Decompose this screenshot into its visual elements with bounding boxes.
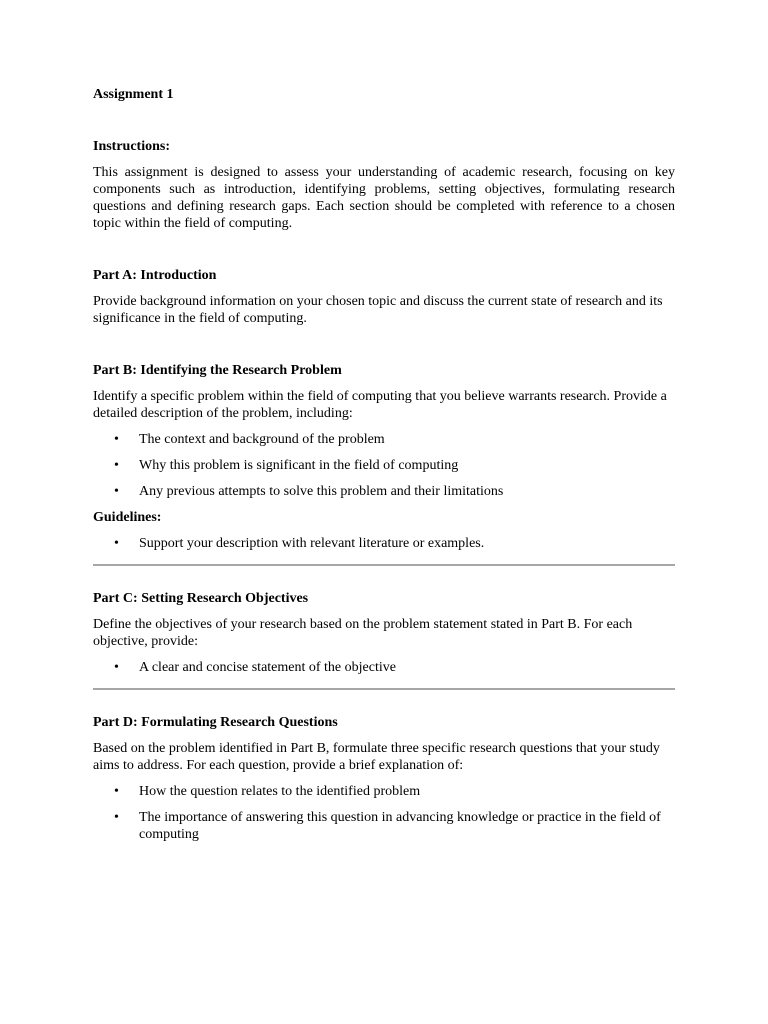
- document-body: [93, 86, 675, 852]
- document-title: Assignment 1: [93, 87, 174, 102]
- part-a-text: Provide background information on your chosen topic and discuss the current state of research and its significance in the field of computing.: [93, 294, 663, 326]
- horizontal-divider: [93, 564, 675, 566]
- bullet-icon: •: [114, 660, 119, 675]
- bullet-icon: •: [114, 810, 119, 825]
- list-item: • How the question relates to the identified problem: [114, 784, 421, 799]
- bullet-icon: •: [114, 458, 119, 473]
- part-d-heading: Part D: Formulating Research Questions: [93, 715, 338, 730]
- guidelines-label: Guidelines:: [93, 510, 162, 525]
- part-b-text: Identify a specific problem within the field of computing that you believe warrants research. Provide a detailed description of the problem, including:: [93, 389, 667, 421]
- part-c-heading: Part C: Setting Research Objectives: [93, 591, 309, 606]
- part-b-heading: Part B: Identifying the Research Problem: [93, 363, 342, 378]
- guidelines-list: [93, 535, 675, 552]
- part-b-list: [93, 431, 675, 500]
- horizontal-divider: [93, 688, 675, 690]
- bullet-icon: •: [114, 784, 119, 799]
- bullet-icon: •: [114, 432, 119, 447]
- list-item: • The importance of answering this question in advancing knowledge or practice in the field of computing: [114, 810, 661, 842]
- part-c-text: Define the objectives of your research based on the problem statement stated in Part B. For each objective, provide:: [93, 617, 633, 649]
- part-c-list: [93, 659, 675, 676]
- list-item: • Support your description with relevant literature or examples.: [114, 536, 485, 551]
- instructions-heading: Instructions:: [93, 139, 171, 154]
- part-a-heading: Part A: Introduction: [93, 268, 217, 283]
- bullet-icon: •: [114, 536, 119, 551]
- list-item: • Any previous attempts to solve this problem and their limitations: [114, 484, 504, 499]
- part-d-list: [93, 783, 675, 843]
- part-d-text: Based on the problem identified in Part B, formulate three specific research questions that your study aims to address. For each question, provide a brief explanation of:: [93, 741, 660, 773]
- list-item: • The context and background of the problem: [114, 432, 385, 447]
- bullet-icon: •: [114, 484, 119, 499]
- list-item: • Why this problem is significant in the field of computing: [114, 458, 459, 473]
- instructions-text: This assignment is designed to assess your understanding of academic research, focusing on key components such as introduction, identifying problems, setting objectives, formulating research questions and defining research gaps. Each section should be completed with reference to a chosen topic within the field of computing.: [93, 165, 675, 231]
- list-item: • A clear and concise statement of the objective: [114, 660, 396, 675]
